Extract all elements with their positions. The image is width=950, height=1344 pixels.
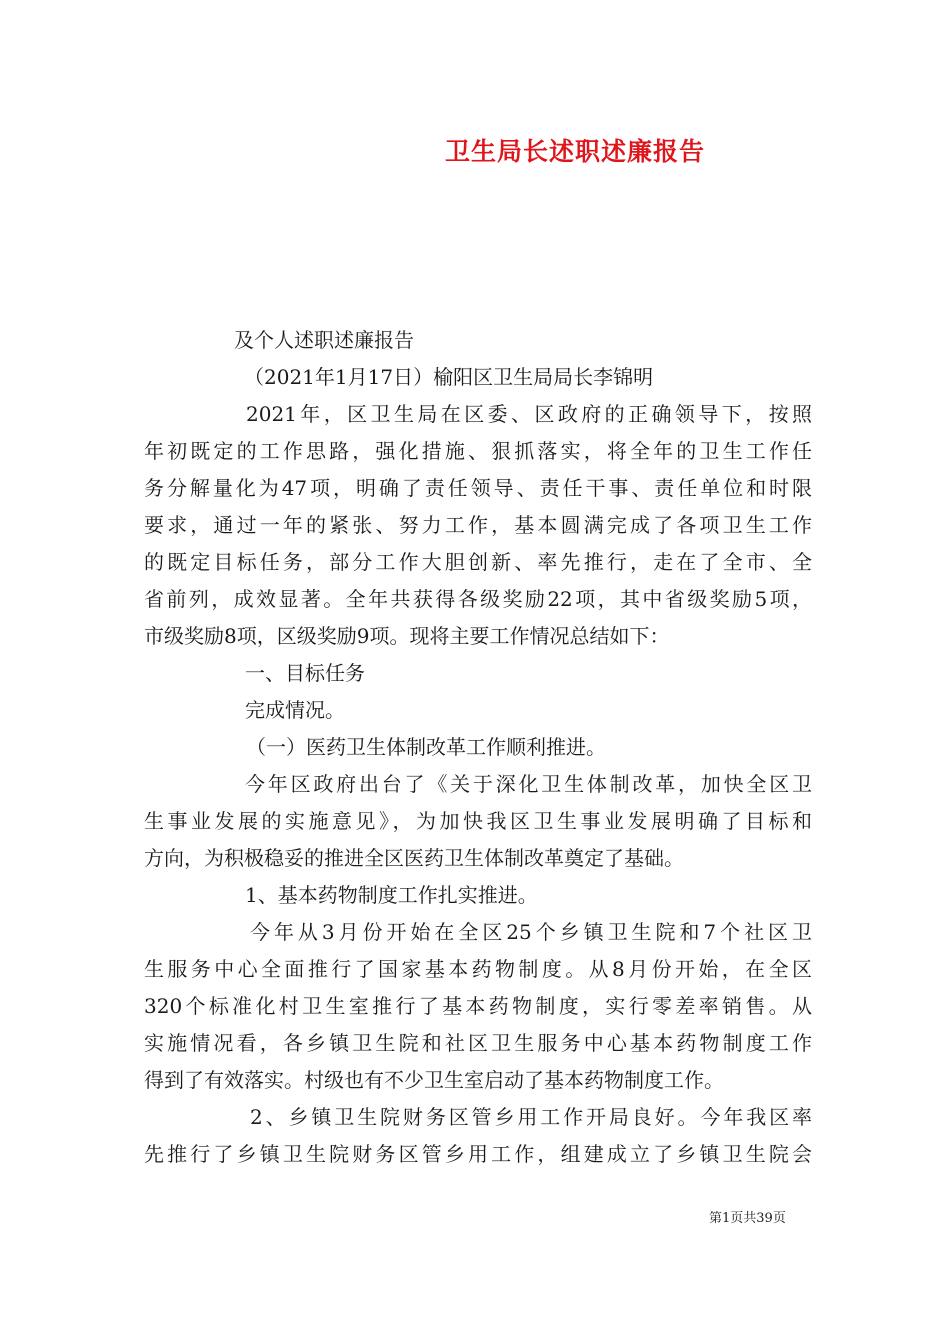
body-line: 今年区政府出台了《关于深化卫生体制改革，加快全区卫 <box>245 772 812 796</box>
page-number-footer: 第1页共39页 <box>709 1211 786 1226</box>
body-line-dateline: （2021年1月17日）榆阳区卫生局局长李锦明 <box>244 365 654 389</box>
section-heading-cont: 完成情况。 <box>245 698 345 722</box>
body-line: 实施情况看，各乡镇卫生院和社区卫生服务中心基本药物制度工作 <box>144 1031 812 1055</box>
body-line: 市级奖励8项，区级奖励9项。现将主要工作情况总结如下： <box>144 624 670 648</box>
body-line-subtitle: 及个人述职述廉报告 <box>234 328 414 352</box>
subsection-heading: （一）医药卫生体制改革工作顺利推进。 <box>246 735 606 759</box>
body-line: 省前列，成效显著。全年共获得各级奖励22项，其中省级奖励5项， <box>144 587 812 611</box>
body-line: 得到了有效落实。村级也有不少卫生室启动了基本药物制度工作。 <box>144 1068 724 1092</box>
body-line: 生服务中心全面推行了国家基本药物制度。从8月份开始，在全区 <box>144 957 812 981</box>
body-line: 要求，通过一年的紧张、努力工作，基本圆满完成了各项卫生工作 <box>144 513 812 537</box>
body-line: 生事业发展的实施意见》，为加快我区卫生事业发展明确了目标和 <box>144 809 812 833</box>
body-line: 今年从3月份开始在全区25个乡镇卫生院和7个社区卫 <box>250 920 812 944</box>
body-line: 方向，为积极稳妥的推进全区医药卫生体制改革奠定了基础。 <box>144 846 684 870</box>
body-line: 务分解量化为47项，明确了责任领导、责任干事、责任单位和时限 <box>144 476 812 500</box>
item-heading: 1、基本药物制度工作扎实推进。 <box>245 883 538 907</box>
document-body <box>144 322 812 1173</box>
body-line: 2、乡镇卫生院财务区管乡用工作开局良好。今年我区率 <box>250 1105 812 1129</box>
body-line: 先推行了乡镇卫生院财务区管乡用工作，组建成立了乡镇卫生院会 <box>144 1142 812 1166</box>
document-title: 卫生局长述职述廉报告 <box>444 137 705 166</box>
body-line: 320个标准化村卫生室推行了基本药物制度，实行零差率销售。从 <box>144 994 812 1018</box>
body-line: 的既定目标任务，部分工作大胆创新、率先推行，走在了全市、全 <box>144 550 812 574</box>
section-heading: 一、目标任务 <box>245 661 365 685</box>
body-line: 年初既定的工作思路，强化措施、狠抓落实，将全年的卫生工作任 <box>144 439 812 463</box>
body-line: 2021年，区卫生局在区委、区政府的正确领导下，按照 <box>246 402 812 426</box>
